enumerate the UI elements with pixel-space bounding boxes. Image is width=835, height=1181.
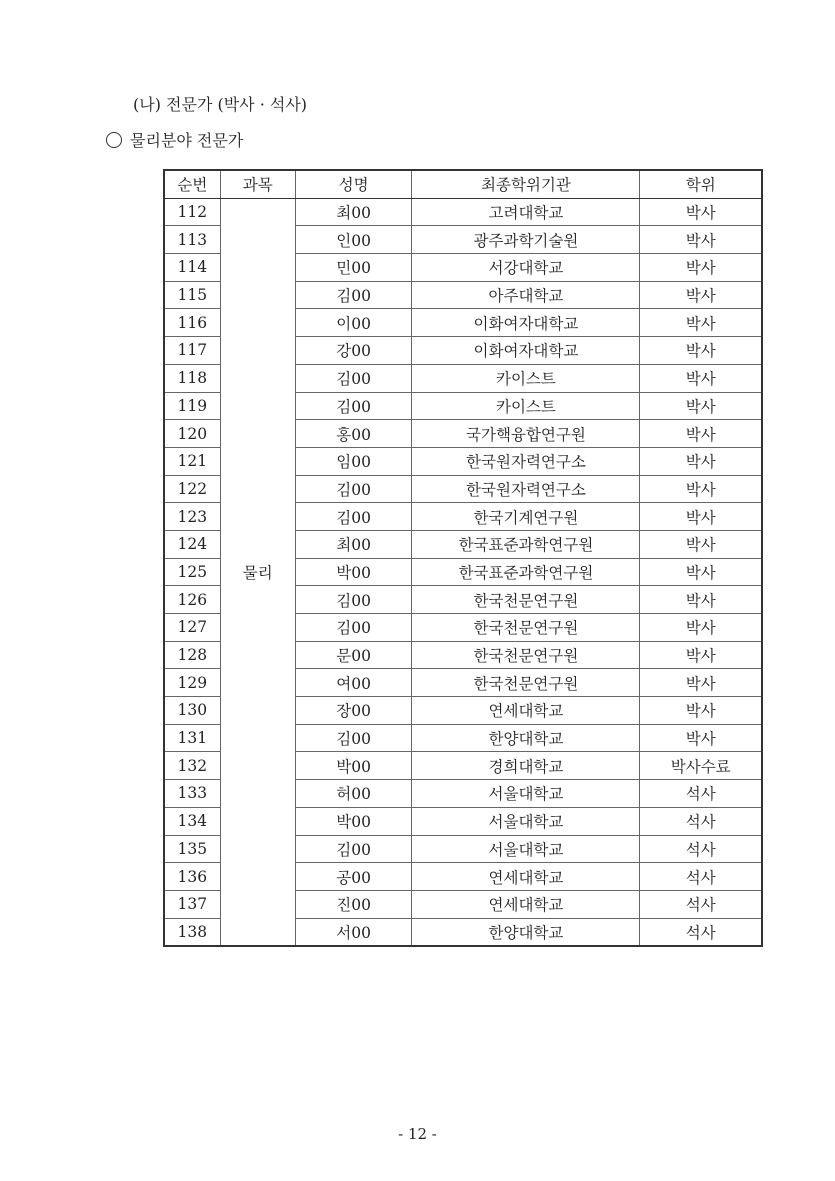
cell-degree: 박사 [640,558,762,586]
cell-number: 120 [164,420,220,448]
cell-number: 132 [164,752,220,780]
cell-subject: 물리 [220,198,295,946]
cell-institution: 한국기계연구원 [412,503,640,531]
cell-institution: 한국표준과학연구원 [412,530,640,558]
cell-degree: 박사 [640,586,762,614]
cell-degree: 박사 [640,198,762,226]
cell-degree: 석사 [640,890,762,918]
cell-degree: 박사 [640,669,762,697]
cell-degree: 석사 [640,807,762,835]
cell-number: 136 [164,863,220,891]
header-degree: 학위 [640,170,762,198]
cell-name: 이00 [295,309,412,337]
cell-number: 129 [164,669,220,697]
cell-number: 133 [164,780,220,808]
cell-number: 113 [164,226,220,254]
cell-institution: 서강대학교 [412,254,640,282]
circle-bullet-icon [106,132,122,148]
header-institution: 최종학위기관 [412,170,640,198]
cell-degree: 박사 [640,392,762,420]
cell-institution: 한양대학교 [412,724,640,752]
cell-number: 121 [164,447,220,475]
cell-name: 김00 [295,475,412,503]
cell-name: 김00 [295,724,412,752]
cell-number: 137 [164,890,220,918]
cell-name: 박00 [295,558,412,586]
cell-institution: 서울대학교 [412,835,640,863]
cell-degree: 박사 [640,420,762,448]
cell-institution: 이화여자대학교 [412,309,640,337]
cell-name: 공00 [295,863,412,891]
cell-name: 임00 [295,447,412,475]
cell-name: 최00 [295,530,412,558]
cell-degree: 박사 [640,614,762,642]
cell-degree: 박사 [640,475,762,503]
cell-institution: 연세대학교 [412,890,640,918]
table-header-row [164,170,762,198]
header-number: 순번 [164,170,220,198]
cell-name: 김00 [295,835,412,863]
cell-number: 130 [164,697,220,725]
section-title [106,128,243,151]
cell-number: 119 [164,392,220,420]
cell-name: 서00 [295,918,412,946]
cell-name: 장00 [295,697,412,725]
cell-number: 134 [164,807,220,835]
cell-name: 홍00 [295,420,412,448]
cell-number: 116 [164,309,220,337]
cell-name: 문00 [295,641,412,669]
cell-number: 128 [164,641,220,669]
cell-name: 김00 [295,503,412,531]
cell-name: 김00 [295,364,412,392]
expert-table [163,169,763,947]
cell-name: 진00 [295,890,412,918]
cell-number: 122 [164,475,220,503]
cell-number: 118 [164,364,220,392]
cell-institution: 한양대학교 [412,918,640,946]
cell-degree: 박사 [640,337,762,365]
cell-name: 최00 [295,198,412,226]
cell-degree: 박사 [640,530,762,558]
cell-institution: 카이스트 [412,364,640,392]
cell-institution: 연세대학교 [412,863,640,891]
cell-institution: 아주대학교 [412,281,640,309]
cell-number: 115 [164,281,220,309]
cell-number: 112 [164,198,220,226]
cell-degree: 박사 [640,697,762,725]
cell-name: 민00 [295,254,412,282]
cell-number: 117 [164,337,220,365]
cell-degree: 석사 [640,835,762,863]
cell-number: 123 [164,503,220,531]
page-number: - 12 - [398,1125,437,1143]
header-subject: 과목 [220,170,295,198]
cell-name: 김00 [295,281,412,309]
cell-institution: 경희대학교 [412,752,640,780]
cell-name: 김00 [295,392,412,420]
cell-number: 127 [164,614,220,642]
cell-number: 124 [164,530,220,558]
cell-number: 114 [164,254,220,282]
cell-number: 138 [164,918,220,946]
cell-institution: 한국원자력연구소 [412,475,640,503]
cell-institution: 서울대학교 [412,780,640,808]
cell-degree: 박사 [640,724,762,752]
cell-institution: 광주과학기술원 [412,226,640,254]
cell-degree: 박사 [640,447,762,475]
cell-number: 125 [164,558,220,586]
subheading: (나) 전문가 (박사 · 석사) [133,95,308,114]
cell-degree: 박사 [640,226,762,254]
table-row [164,198,762,226]
cell-degree: 박사 [640,364,762,392]
header-name: 성명 [295,170,412,198]
cell-degree: 박사 [640,254,762,282]
cell-name: 박00 [295,752,412,780]
cell-degree: 박사 [640,309,762,337]
cell-number: 135 [164,835,220,863]
cell-degree: 박사 [640,503,762,531]
cell-degree: 석사 [640,780,762,808]
cell-institution: 이화여자대학교 [412,337,640,365]
cell-institution: 연세대학교 [412,697,640,725]
cell-name: 강00 [295,337,412,365]
cell-institution: 한국천문연구원 [412,614,640,642]
cell-name: 김00 [295,586,412,614]
cell-name: 인00 [295,226,412,254]
cell-institution: 한국천문연구원 [412,669,640,697]
section-title-text: 물리분야 전문가 [130,131,244,150]
cell-name: 박00 [295,807,412,835]
cell-number: 131 [164,724,220,752]
cell-institution: 한국원자력연구소 [412,447,640,475]
cell-degree: 박사수료 [640,752,762,780]
cell-degree: 석사 [640,863,762,891]
cell-institution: 국가핵융합연구원 [412,420,640,448]
cell-degree: 석사 [640,918,762,946]
cell-degree: 박사 [640,281,762,309]
cell-institution: 한국표준과학연구원 [412,558,640,586]
cell-institution: 한국천문연구원 [412,641,640,669]
cell-name: 허00 [295,780,412,808]
cell-name: 여00 [295,669,412,697]
cell-institution: 고려대학교 [412,198,640,226]
cell-institution: 카이스트 [412,392,640,420]
cell-degree: 박사 [640,641,762,669]
cell-name: 김00 [295,614,412,642]
cell-institution: 서울대학교 [412,807,640,835]
cell-number: 126 [164,586,220,614]
cell-institution: 한국천문연구원 [412,586,640,614]
